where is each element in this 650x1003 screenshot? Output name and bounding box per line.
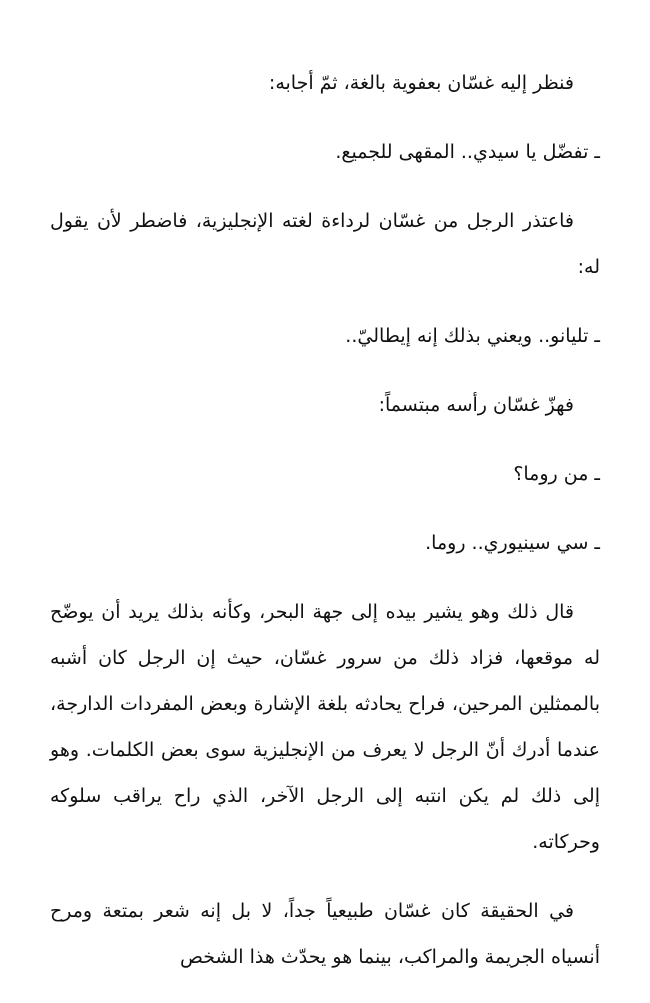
paragraph-1: فنظر إليه غسّان بعفوية بالغة، ثمّ أجابه: — [268, 72, 574, 94]
paragraph-9: في الحقيقة كان غسّان طبيعياً جداً، لا بل إنه شعر بمتعة ومرح أنسياه الجريمة والمراكب، بينما هو يحدّث هذا الشخص — [50, 900, 600, 968]
paragraph-2: ـ تفضّل يا سيدي.. المقهى للجميع. — [335, 141, 600, 163]
paragraph-8: قال ذلك وهو يشير بيده إلى جهة البحر، وكأنه بذلك يريد أن يوضّح له موقعها، فزاد ذلك من سرور غسّان، حيث إن الرجل كان أشبه بالممثلين المرحين، فراح يحادثه بلغة الإشارة وبعض المفردات الدارجة، عندما أدرك أنّ الرجل لا يعرف من الإنجليزية سوى بعض الكلمات. وهو إلى ذلك لم يكن انتبه إلى الرجل الآخر، الذي راح يراقب سلوكه وحركاته. — [50, 601, 600, 853]
book-page — [50, 60, 600, 1003]
paragraph-5: فهزّ غسّان رأسه مبتسماً: — [378, 394, 574, 416]
paragraph-6: ـ من روما؟ — [513, 463, 600, 485]
paragraph-4: ـ تليانو.. ويعني بذلك إنه إيطاليّ.. — [345, 325, 600, 347]
paragraph-3: فاعتذر الرجل من غسّان لرداءة لغته الإنجليزية، فاضطر لأن يقول له: — [50, 210, 600, 278]
paragraph-7: ـ سي سينيوري.. روما. — [425, 532, 600, 554]
